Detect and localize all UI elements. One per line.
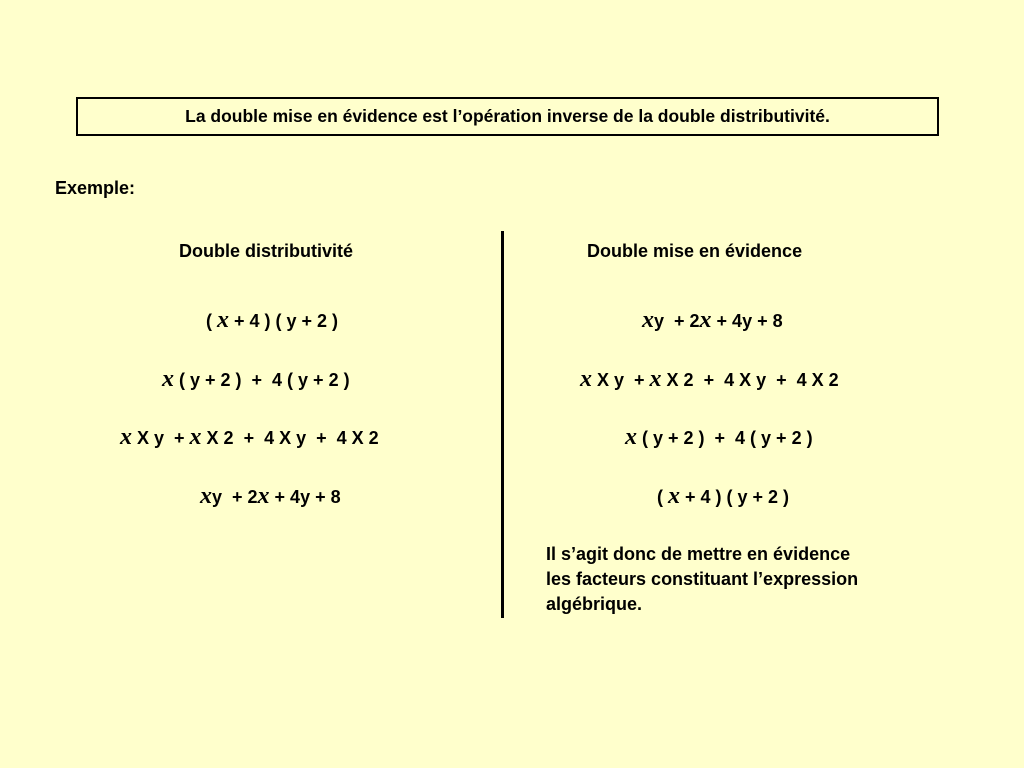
expression-segment: X y +: [592, 370, 650, 390]
expression-segment: + 4y + 8: [269, 487, 341, 507]
expression-segment: (: [657, 487, 668, 507]
column-divider: [501, 231, 504, 618]
expression-segment: ( y + 2 ) + 4 ( y + 2 ): [637, 428, 813, 448]
left-step-2: [162, 367, 350, 392]
variable-x: x: [162, 366, 174, 392]
expression-segment: + 4y + 8: [711, 311, 783, 331]
right-step-1: [642, 308, 783, 333]
variable-x: x: [649, 366, 662, 392]
left-column-heading: Double distributivité: [179, 241, 354, 261]
variable-x: x: [625, 424, 637, 450]
right-step-2: [580, 367, 839, 392]
expression-segment: ( y + 2 ) + 4 ( y + 2 ): [174, 370, 350, 390]
expression-segment: + 4 ) ( y + 2 ): [680, 487, 790, 507]
expression-segment: X y +: [132, 428, 190, 448]
definition-box: [76, 97, 939, 136]
left-step-1: [206, 308, 338, 333]
variable-x: x: [189, 424, 202, 450]
variable-x: x: [699, 307, 712, 333]
left-step-3: [120, 425, 379, 450]
expression-segment: (: [206, 311, 217, 331]
variable-x: x: [200, 483, 212, 509]
expression-segment: X 2 + 4 X y + 4 X 2: [201, 428, 379, 448]
variable-x: x: [257, 483, 270, 509]
note-line: les facteurs constituant l’expression: [546, 569, 859, 589]
variable-x: x: [580, 366, 592, 392]
expression-segment: + 4 ) ( y + 2 ): [229, 311, 339, 331]
note-line: algébrique.: [546, 594, 643, 614]
note-line: Il s’agit donc de mettre en évidence: [546, 544, 851, 564]
right-step-4: [657, 484, 789, 509]
expression-segment: X 2 + 4 X y + 4 X 2: [661, 370, 839, 390]
variable-x: x: [642, 307, 654, 333]
exemple-label: Exemple:: [55, 178, 136, 198]
right-column-heading: Double mise en évidence: [587, 241, 803, 261]
expression-segment: y + 2: [212, 487, 258, 507]
conclusion-note: [546, 542, 966, 617]
variable-x: x: [668, 483, 680, 509]
definition-text: La double mise en évidence est l’opération inverse de la double distributivité.: [185, 106, 830, 126]
right-step-3: [625, 425, 813, 450]
expression-segment: y + 2: [654, 311, 700, 331]
left-step-4: [200, 484, 341, 509]
variable-x: x: [120, 424, 132, 450]
variable-x: x: [217, 307, 229, 333]
